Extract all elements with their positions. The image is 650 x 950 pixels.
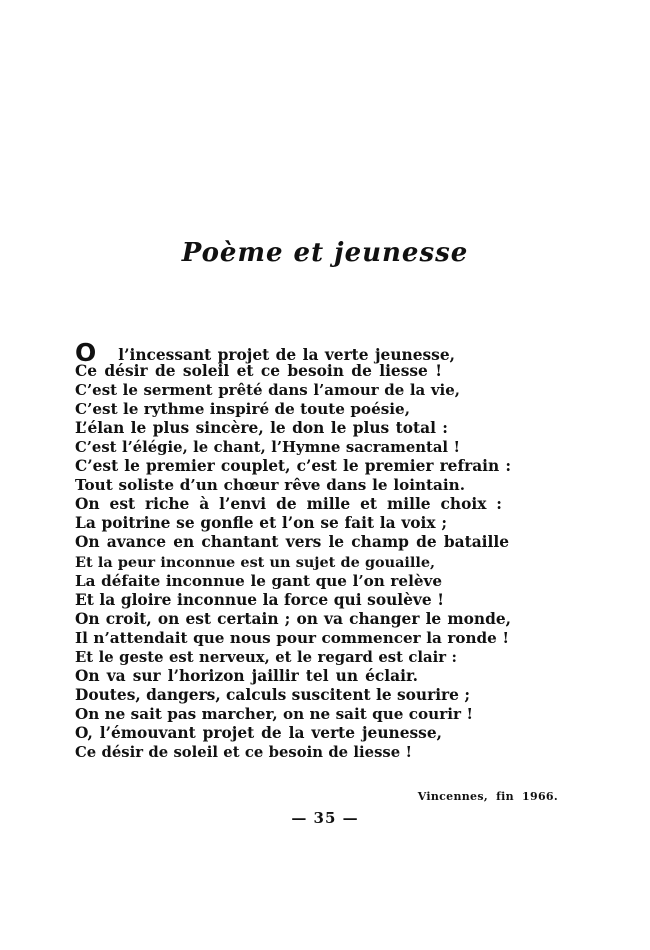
poem-line: On avance en chantant vers le champ de bataille [75,533,509,552]
page-number: — 35 — [291,809,359,827]
poem-line: La poitrine se gonfle et l’on se fait la voix ; [75,514,447,533]
poem-body [75,338,515,762]
drop-cap: O [75,338,97,367]
poem-line: Et le geste est nerveux, et le regard est clair : [75,648,457,666]
first-line-text: l’incessant projet de la verte jeunesse, [118,346,455,364]
poem-title: Poème et jeunesse [181,238,469,268]
poem-line: La défaite inconnue le gant que l’on relève [75,571,442,590]
poem-line: Et la peur inconnue est un sujet de gouaille, [75,553,435,571]
poem-line [75,338,455,367]
poem-line: Tout soliste d’un chœur rêve dans le lointain. [75,476,465,495]
poem-line: Ce désir de soleil et ce besoin de liesse ! [75,743,412,761]
poem-line: O, l’émouvant projet de la verte jeunesse, [75,723,442,742]
poem-line: On est riche à l’envi de mille et mille choix : [75,495,502,514]
poem-line: On croit, on est certain ; on va changer le monde, [75,609,511,628]
poem-line: Ce désir de soleil et ce besoin de liesse ! [75,362,442,381]
poem-line: On ne sait pas marcher, on ne sait que courir ! [75,704,473,723]
poem-line: C’est l’élégie, le chant, l’Hymne sacramental ! [75,439,460,457]
poem-line: Il n’attendait que nous pour commencer la ronde ! [75,628,509,647]
poem-line: C’est le premier couplet, c’est le premier refrain : [75,457,511,476]
place-date-signature: Vincennes, fin 1966. [417,790,558,803]
poem-line: C’est le serment prêté dans l’amour de la vie, [75,381,460,400]
poem-line: C’est le rythme inspiré de toute poésie, [75,400,410,419]
poem-line: Et la gloire inconnue la force qui soulève ! [75,590,444,609]
poem-line: Doutes, dangers, calculs suscitent le sourire ; [75,685,470,704]
poem-line: L’élan le plus sincère, le don le plus total : [75,419,448,438]
poem-line: On va sur l’horizon jaillir tel un éclair. [75,666,418,685]
